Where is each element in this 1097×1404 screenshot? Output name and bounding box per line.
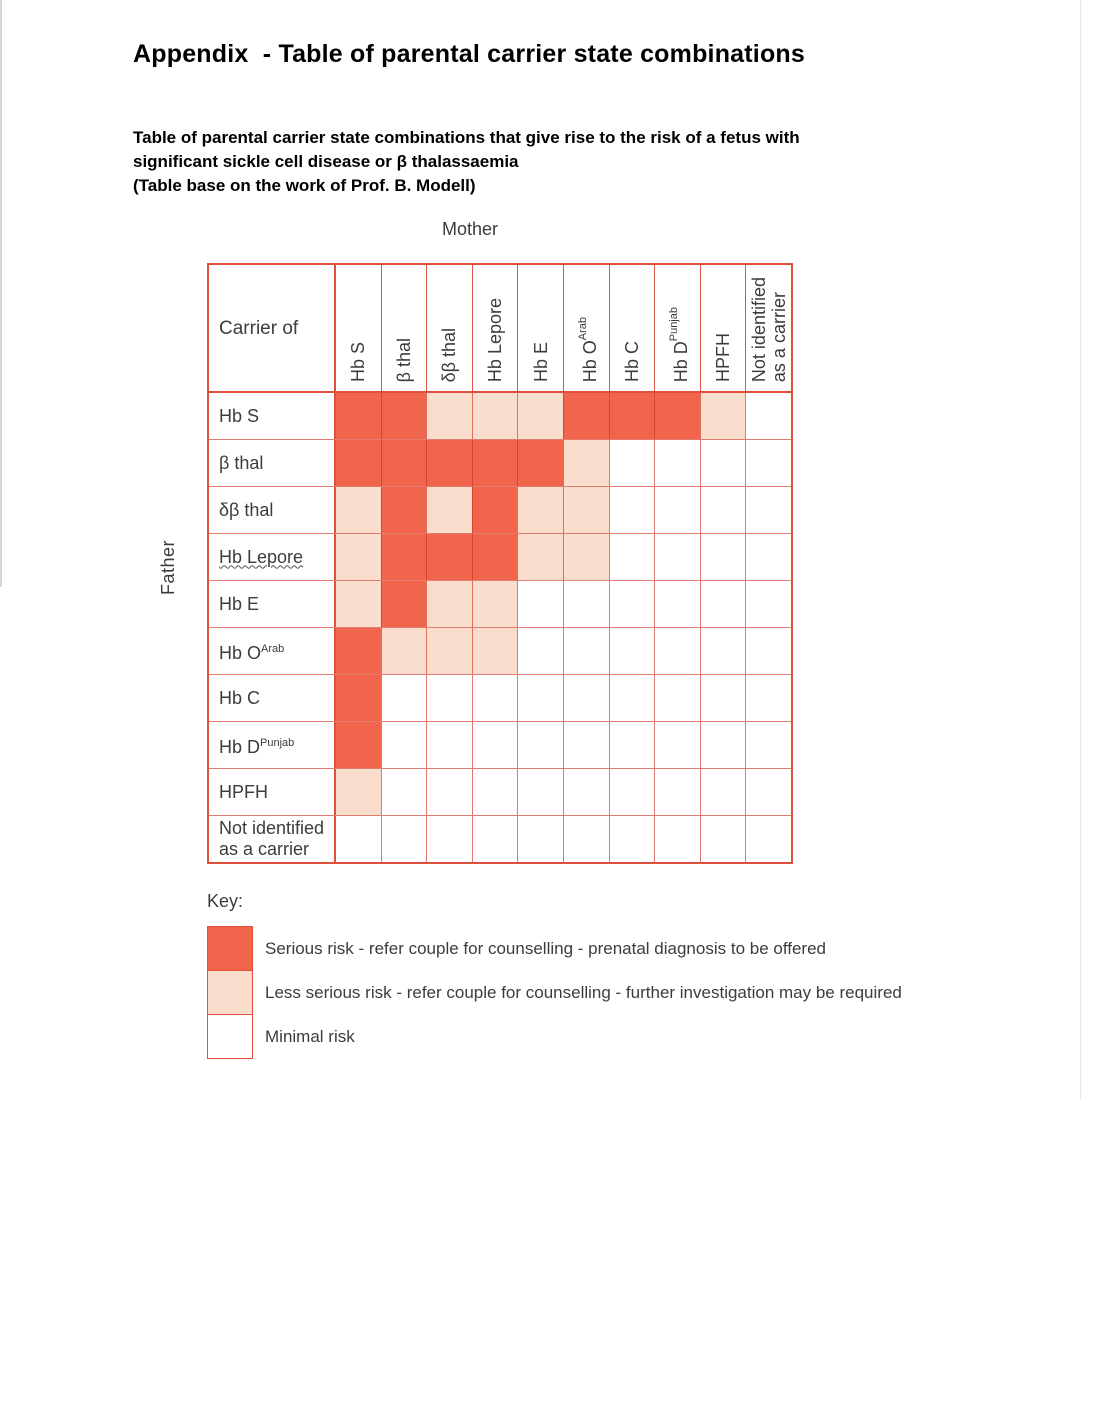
matrix-cell-less [472, 581, 518, 627]
matrix-cell-serious [381, 534, 427, 580]
key-item-label: Serious risk - refer couple for counselling - prenatal diagnosis to be offered [265, 938, 826, 958]
matrix-cell-minimal [609, 534, 655, 580]
matrix-cell-less [700, 393, 746, 439]
corner-cell: Carrier of [209, 265, 336, 391]
risk-key-section [207, 891, 902, 1059]
matrix-cell-minimal [700, 722, 746, 768]
row-label: Hb $O^{Arab}$ [209, 628, 336, 674]
matrix-cell-minimal [745, 628, 791, 674]
matrix-cell-minimal [426, 816, 472, 862]
matrix-cell-less [517, 487, 563, 533]
row-label: Hb C [209, 675, 336, 721]
matrix-cell-minimal [654, 675, 700, 721]
matrix-cell-minimal [745, 816, 791, 862]
intro-line-3: (Table base on the work of Prof. B. Modell) [133, 176, 476, 195]
matrix-cell-minimal [745, 487, 791, 533]
matrix-cell-serious [563, 393, 609, 439]
matrix-cell-minimal [609, 487, 655, 533]
matrix-cell-less [472, 628, 518, 674]
matrix-cell-minimal [517, 769, 563, 815]
row-label: β thal [209, 440, 336, 486]
column-header: Hb $D^{Punjab}$ [654, 265, 700, 391]
table-row [209, 580, 791, 627]
key-swatch-minimal [207, 1014, 253, 1059]
matrix-cell-less [426, 393, 472, 439]
matrix-cell-minimal [336, 816, 381, 862]
matrix-cell-minimal [745, 440, 791, 486]
matrix-cell-serious [336, 675, 381, 721]
matrix-cell-minimal [700, 816, 746, 862]
key-item-label: Minimal risk [265, 1026, 355, 1046]
matrix-cell-minimal [609, 816, 655, 862]
key-swatch-serious [207, 926, 253, 971]
matrix-cell-minimal [563, 628, 609, 674]
matrix-cell-less [426, 581, 472, 627]
matrix-cell-minimal [745, 675, 791, 721]
matrix-cell-minimal [654, 722, 700, 768]
matrix-cell-less [426, 487, 472, 533]
matrix-cell-minimal [563, 816, 609, 862]
matrix-cell-serious [517, 440, 563, 486]
key-item [207, 970, 902, 1015]
column-header: δβ thal [426, 265, 472, 391]
mother-axis-label: Mother [441, 219, 499, 239]
row-label: δβ thal [209, 487, 336, 533]
risk-key [207, 926, 902, 1059]
matrix-cell-less [336, 581, 381, 627]
column-header: Hb $O^{Arab}$ [563, 265, 609, 391]
matrix-cell-minimal [563, 722, 609, 768]
matrix-cell-minimal [745, 581, 791, 627]
matrix-cell-minimal [654, 628, 700, 674]
matrix-cell-less [472, 393, 518, 439]
matrix-cell-minimal [517, 581, 563, 627]
row-label: Hb Lepore [209, 534, 336, 580]
matrix-cell-minimal [609, 440, 655, 486]
matrix-cell-serious [472, 534, 518, 580]
intro-line-1: Table of parental carrier state combinations that give rise to the risk of a fetus with [133, 128, 800, 147]
table-row [209, 533, 791, 580]
matrix-cell-minimal [700, 581, 746, 627]
matrix-cell-minimal [654, 816, 700, 862]
row-label: Hb E [209, 581, 336, 627]
matrix-cell-minimal [426, 675, 472, 721]
matrix-cell-minimal [745, 722, 791, 768]
matrix-cell-minimal [745, 769, 791, 815]
page-edge-line-left [0, 0, 2, 587]
table-row [209, 674, 791, 721]
matrix-cell-minimal [517, 816, 563, 862]
matrix-cell-minimal [654, 440, 700, 486]
column-header: HPFH [700, 265, 746, 391]
matrix-cell-serious [336, 722, 381, 768]
matrix-cell-minimal [381, 816, 427, 862]
row-label: Hb $D^{Punjab}$ [209, 722, 336, 768]
matrix-cell-serious [381, 440, 427, 486]
key-title: Key: [207, 891, 244, 911]
matrix-cell-minimal [700, 675, 746, 721]
matrix-cell-serious [381, 487, 427, 533]
column-header: Hb E [517, 265, 563, 391]
matrix-cell-less [563, 487, 609, 533]
matrix-cell-minimal [381, 769, 427, 815]
matrix-cell-minimal [517, 722, 563, 768]
table-row [209, 439, 791, 486]
matrix-cell-minimal [745, 534, 791, 580]
matrix-cell-less [336, 769, 381, 815]
matrix-cell-minimal [700, 534, 746, 580]
matrix-cell-serious [336, 440, 381, 486]
matrix-cell-minimal [426, 769, 472, 815]
matrix-cell-serious [426, 534, 472, 580]
matrix-cell-minimal [381, 675, 427, 721]
matrix-cell-minimal [654, 581, 700, 627]
matrix-cell-less [563, 534, 609, 580]
key-item-label: Less serious risk - refer couple for counselling - further investigation may be required [265, 982, 902, 1002]
matrix-cell-minimal [472, 769, 518, 815]
matrix-cell-less [517, 393, 563, 439]
matrix-cell-minimal [563, 769, 609, 815]
matrix-cell-serious [654, 393, 700, 439]
matrix-cell-minimal [654, 769, 700, 815]
intro-paragraph [133, 126, 993, 198]
matrix-cell-serious [381, 581, 427, 627]
carrier-combination-table [207, 263, 793, 864]
key-item [207, 926, 902, 971]
matrix-cell-less [517, 534, 563, 580]
matrix-cell-less [563, 440, 609, 486]
column-header: Hb Lepore [472, 265, 518, 391]
matrix-cell-minimal [609, 769, 655, 815]
matrix-cell-serious [609, 393, 655, 439]
column-header: Not identified as a carrier [745, 265, 791, 391]
matrix-cell-minimal [700, 487, 746, 533]
table-row [209, 768, 791, 815]
matrix-cell-serious [472, 440, 518, 486]
father-axis-label: Father [158, 539, 178, 595]
matrix-cell-serious [336, 393, 381, 439]
matrix-cell-minimal [700, 628, 746, 674]
matrix-cell-less [336, 487, 381, 533]
matrix-cell-minimal [700, 769, 746, 815]
matrix-cell-serious [381, 393, 427, 439]
matrix-cell-minimal [609, 722, 655, 768]
matrix-cell-minimal [700, 440, 746, 486]
matrix-cell-minimal [654, 487, 700, 533]
matrix-cell-minimal [472, 675, 518, 721]
matrix-cell-minimal [472, 722, 518, 768]
page-title: Appendix - Table of parental carrier state combinations [133, 40, 805, 68]
matrix-cell-minimal [517, 628, 563, 674]
matrix-cell-less [426, 628, 472, 674]
matrix-cell-minimal [381, 722, 427, 768]
matrix-cell-minimal [745, 393, 791, 439]
table-row [209, 815, 791, 862]
matrix-cell-minimal [472, 816, 518, 862]
matrix-cell-serious [426, 440, 472, 486]
matrix-cell-serious [336, 628, 381, 674]
matrix-cell-minimal [517, 675, 563, 721]
matrix-cell-minimal [609, 628, 655, 674]
column-header: Hb S [348, 341, 369, 382]
page-edge-line-right [1080, 0, 1081, 1100]
column-header: β thal [381, 265, 427, 391]
matrix-cell-minimal [609, 675, 655, 721]
row-label: Not identified as a carrier [209, 816, 336, 862]
matrix-cell-less [336, 534, 381, 580]
column-header: Hb C [609, 265, 655, 391]
table-row [209, 393, 791, 439]
matrix-cell-serious [472, 487, 518, 533]
key-swatch-less [207, 970, 253, 1015]
matrix-cell-minimal [654, 534, 700, 580]
matrix-cell-minimal [426, 722, 472, 768]
row-label: Hb S [209, 393, 336, 439]
table-row [209, 627, 791, 674]
table-row [209, 721, 791, 768]
table-row [209, 486, 791, 533]
row-label: HPFH [209, 769, 336, 815]
matrix-cell-minimal [609, 581, 655, 627]
matrix-cell-minimal [563, 581, 609, 627]
key-item [207, 1014, 902, 1059]
matrix-cell-less [381, 628, 427, 674]
matrix-cell-minimal [563, 675, 609, 721]
intro-line-2: significant sickle cell disease or β thalassaemia [133, 152, 519, 171]
